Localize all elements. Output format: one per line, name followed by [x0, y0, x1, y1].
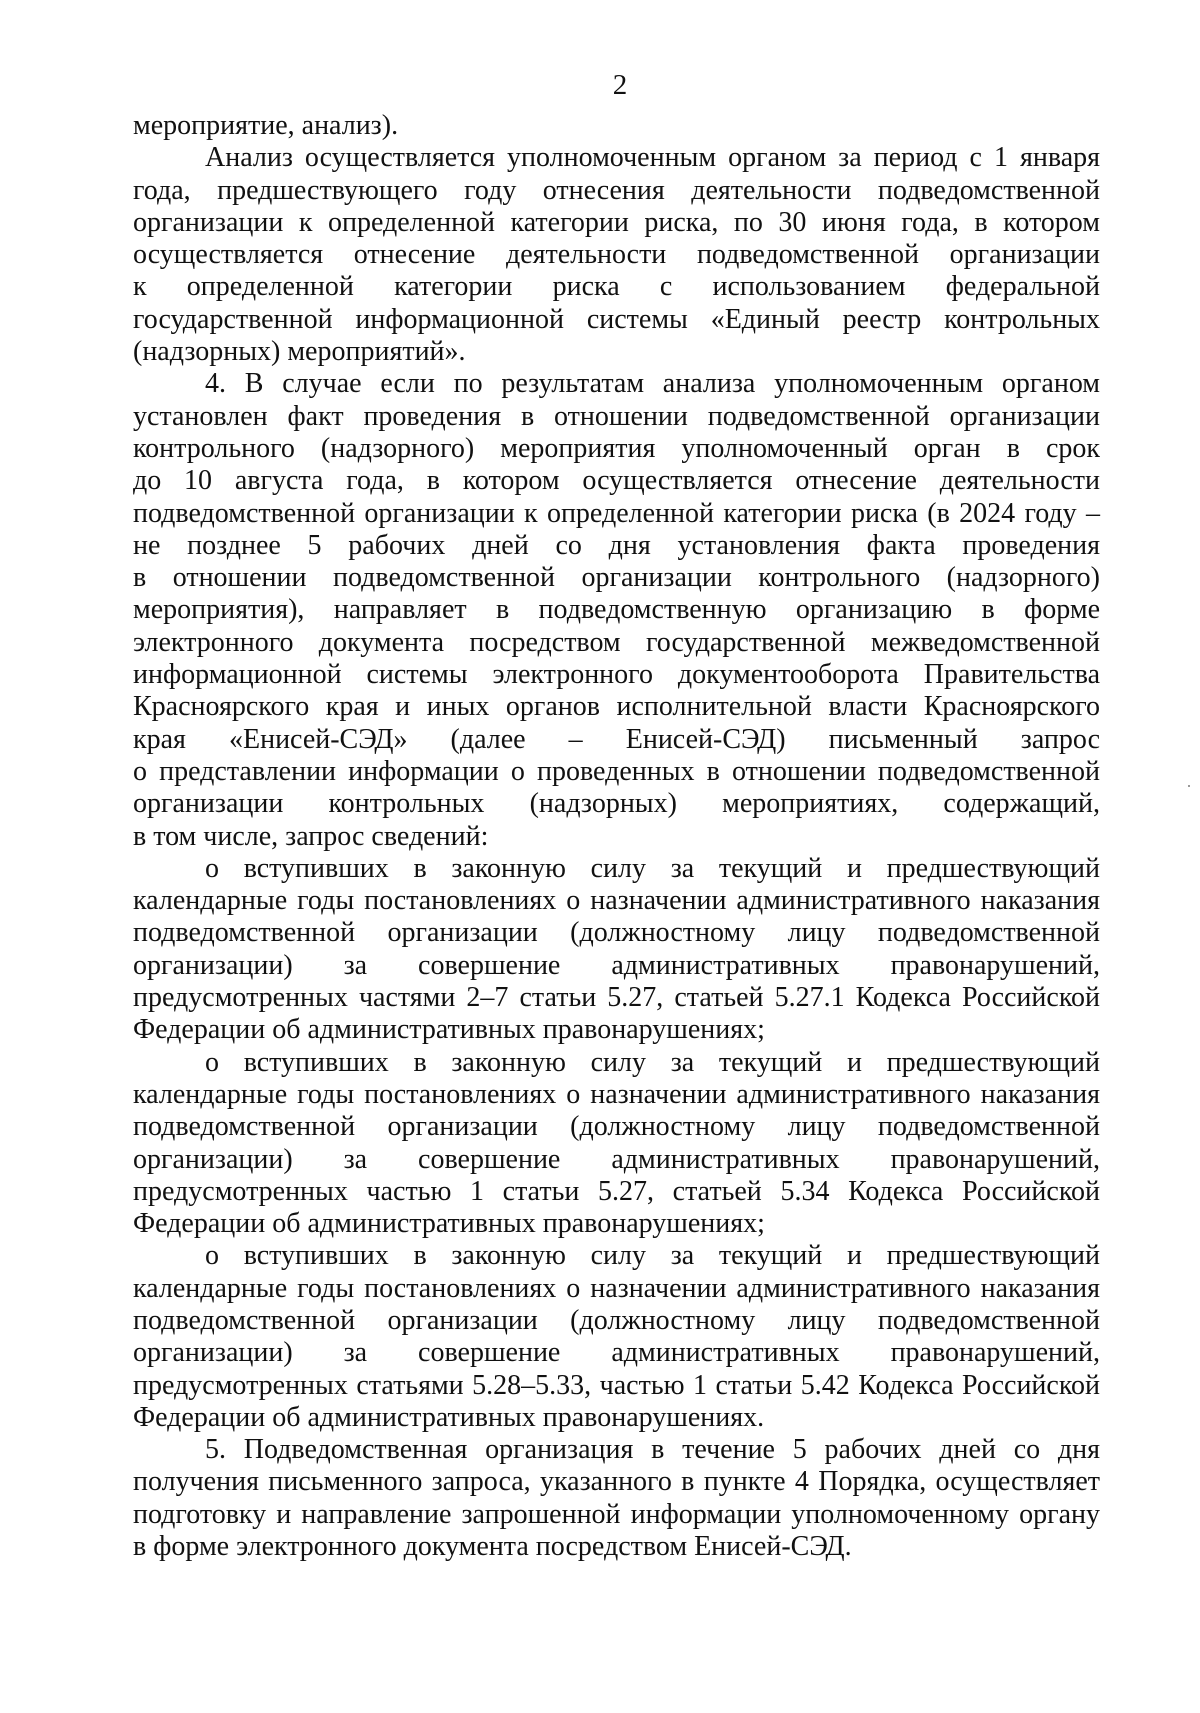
text-line: в том числе, запрос сведений:: [133, 820, 489, 852]
paragraph: [133, 110, 1100, 142]
text-line: в отношении подведомственной организации контрольного (надзорного): [133, 562, 1100, 594]
text-line: мероприятия), направляет в подведомственную организацию в форме: [133, 594, 1100, 626]
document-body: [133, 110, 1100, 1563]
text-line: организации) за совершение административных правонарушений,: [133, 949, 1100, 981]
paragraph: [133, 1240, 1100, 1434]
text-line: контрольного (надзорного) мероприятия уполномоченный орган в срок: [133, 432, 1100, 464]
text-line: года, предшествующего году отнесения деятельности подведомственной: [133, 174, 1100, 206]
text-line: календарные годы постановлениях о назначении административного наказания: [133, 1078, 1100, 1110]
text-line: предусмотренных частью 1 статьи 5.27, статьей 5.34 Кодекса Российской: [133, 1175, 1100, 1207]
text-line: подведомственной организации (должностному лицу подведомственной: [133, 917, 1100, 949]
text-line: Федерации об административных правонарушениях;: [133, 1208, 765, 1240]
text-line: подведомственной организации (должностному лицу подведомственной: [133, 1111, 1100, 1143]
text-line: Федерации об административных правонарушениях;: [133, 1014, 765, 1046]
text-line: установлен факт проведения в отношении подведомственной организации: [133, 400, 1100, 432]
text-line: государственной информационной системы «Единый реестр контрольных: [133, 303, 1100, 335]
paragraph: [133, 853, 1100, 1047]
text-line: предусмотренных статьями 5.28–5.33, частью 1 статьи 5.42 Кодекса Российской: [133, 1369, 1100, 1401]
text-line: о вступивших в законную силу за текущий и предшествующий: [205, 852, 1100, 884]
text-line: Федерации об административных правонарушениях.: [133, 1401, 765, 1433]
text-line: Красноярского края и иных органов исполнительной власти Красноярского: [133, 691, 1100, 723]
text-line: о представлении информации о проведенных в отношении подведомственной: [133, 755, 1100, 787]
text-line: подведомственной организации к определенной категории риска (в 2024 году –: [133, 497, 1100, 529]
text-line: информационной системы электронного документооборота Правительства: [133, 659, 1100, 691]
text-line: получения письменного запроса, указанного в пункте 4 Порядка, осуществляет: [133, 1466, 1100, 1498]
text-line: предусмотренных частями 2–7 статьи 5.27, статьей 5.27.1 Кодекса Российской: [133, 982, 1100, 1014]
text-line: в форме электронного документа посредством Енисей-СЭД.: [133, 1531, 852, 1563]
text-line: организации контрольных (надзорных) мероприятиях, содержащий,: [133, 788, 1100, 820]
text-line: о вступивших в законную силу за текущий и предшествующий: [205, 1240, 1100, 1272]
text-line: организации) за совершение административных правонарушений,: [133, 1337, 1100, 1369]
text-line: организации к определенной категории риска, по 30 июня года, в котором: [133, 206, 1100, 238]
scan-speck: [1188, 785, 1190, 787]
paragraph: [133, 368, 1100, 852]
page-number: 2: [612, 69, 628, 101]
text-line: осуществляется отнесение деятельности подведомственной организации: [133, 239, 1100, 271]
text-line: 4. В случае если по результатам анализа уполномоченным органом: [205, 368, 1100, 400]
text-line: края «Енисей-СЭД» (далее – Енисей-СЭД) письменный запрос: [133, 723, 1100, 755]
paragraph: [133, 1047, 1100, 1241]
text-line: мероприятие, анализ).: [133, 110, 399, 141]
paragraph: [133, 1434, 1100, 1563]
text-line: о вступивших в законную силу за текущий и предшествующий: [205, 1046, 1100, 1078]
text-line: не позднее 5 рабочих дней со дня установления факта проведения: [133, 529, 1100, 561]
text-line: подготовку и направление запрошенной информации уполномоченному органу: [133, 1498, 1100, 1530]
text-line: Анализ осуществляется уполномоченным органом за период с 1 января: [205, 142, 1100, 174]
text-line: электронного документа посредством государственной межведомственной: [133, 626, 1100, 658]
text-line: организации) за совершение административных правонарушений,: [133, 1143, 1100, 1175]
text-line: до 10 августа года, в котором осуществляется отнесение деятельности: [133, 465, 1100, 497]
paragraph: [133, 142, 1100, 368]
text-line: 5. Подведомственная организация в течение 5 рабочих дней со дня: [205, 1434, 1100, 1466]
text-line: подведомственной организации (должностному лицу подведомственной: [133, 1304, 1100, 1336]
text-line: календарные годы постановлениях о назначении административного наказания: [133, 1272, 1100, 1304]
text-line: к определенной категории риска с использованием федеральной: [133, 271, 1100, 303]
text-line: (надзорных) мероприятий».: [133, 336, 466, 368]
text-line: календарные годы постановлениях о назначении административного наказания: [133, 885, 1100, 917]
